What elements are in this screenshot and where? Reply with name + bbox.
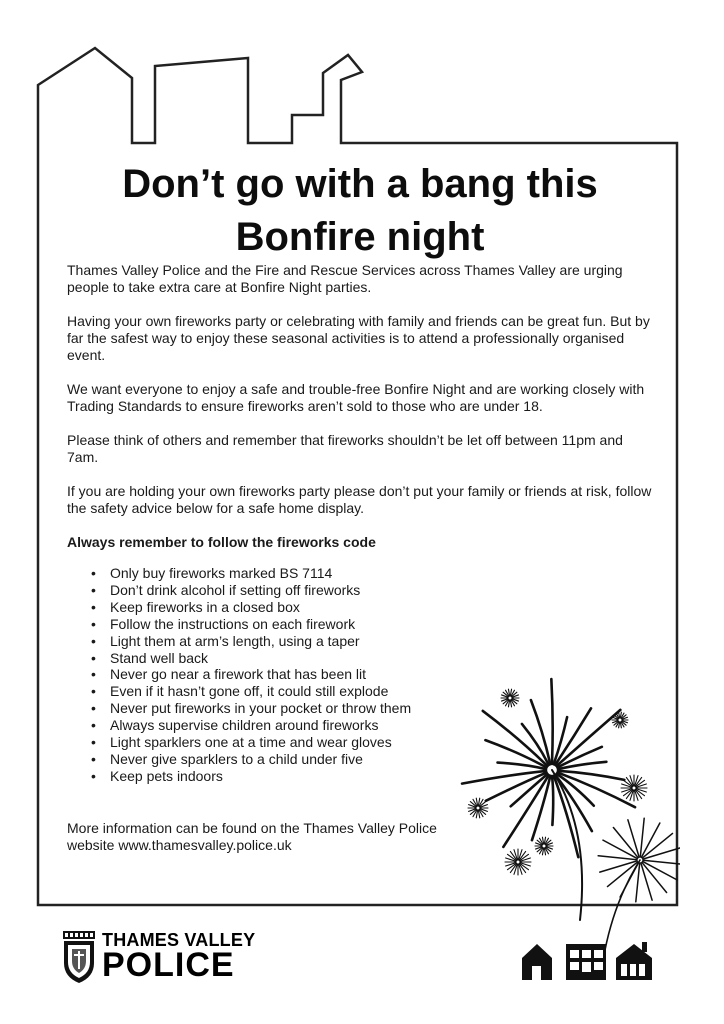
more-information	[67, 820, 467, 854]
list-item: • Follow the instructions on each firework	[110, 616, 653, 633]
fireworks-illustration	[440, 660, 680, 960]
more-info-line-1: More information can be found on the Thames Valley Police	[67, 820, 437, 836]
police-crest-icon	[60, 929, 98, 985]
thames-valley-police-logo	[56, 926, 276, 986]
list-item: • Only buy fireworks marked BS 7114	[110, 565, 653, 582]
list-item: • Light sparklers one at a time and wear gloves	[110, 734, 653, 751]
list-item: • Never give sparklers to a child under five	[110, 751, 653, 768]
house-icon	[520, 938, 660, 984]
paragraph-curfew: Please think of others and remember that fireworks shouldn’t be let off between 11pm and 7am.	[67, 432, 623, 465]
list-item: • Keep pets indoors	[110, 768, 653, 785]
paragraph-intro: Thames Valley Police and the Fire and Rescue Services across Thames Valley are urging people to take extra care at Bonfire Night parties.	[67, 262, 623, 295]
list-item: • Stand well back	[110, 650, 653, 667]
title-line-1: Don’t go with a bang this	[122, 162, 598, 206]
list-item: • Keep fireworks in a closed box	[110, 599, 653, 616]
list-item: • Never put fireworks in your pocket or throw them	[110, 700, 653, 717]
fireworks-code-heading: Always remember to follow the fireworks code	[67, 534, 376, 550]
list-item: • Always supervise children around fireworks	[110, 717, 653, 734]
list-item: • Never go near a firework that has been lit	[110, 666, 653, 683]
list-item: • Light them at arm’s length, using a taper	[110, 633, 653, 650]
more-info-line-2: website www.thamesvalley.police.uk	[67, 837, 292, 853]
paragraph-own-party: Having your own fireworks party or celebrating with family and friends can be great fun. But by far the safest way to enjoy these seasonal activities is to attend a professionally organised event.	[67, 313, 650, 363]
logo-text-police: POLICE	[102, 946, 235, 984]
logo-text-thames-valley: THAMES VALLEY	[102, 930, 256, 950]
list-item: • Don’t drink alcohol if setting off fireworks	[110, 582, 653, 599]
title-line-2: Bonfire night	[235, 215, 485, 259]
paragraph-safety-advice: If you are holding your own fireworks party please don’t put your family or friends at risk, follow the safety advice below for a safe home display.	[67, 483, 652, 516]
page-title	[60, 158, 660, 264]
list-item: • Even if it hasn’t gone off, it could still explode	[110, 683, 653, 700]
paragraph-trading-standards: We want everyone to enjoy a safe and trouble-free Bonfire Night and are working closely with Trading Standards to ensure fireworks aren’t sold to those who are under 18.	[67, 381, 645, 414]
